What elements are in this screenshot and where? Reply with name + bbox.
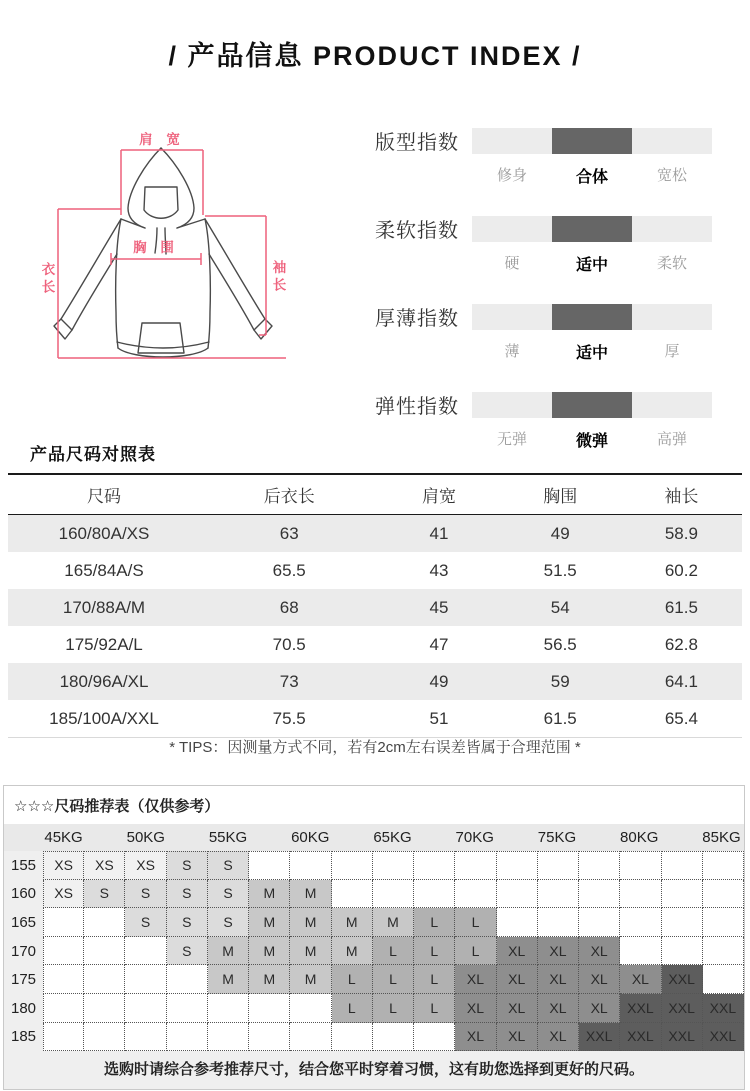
size-cell: XL (538, 965, 579, 994)
weight-label: 80KG (620, 829, 659, 846)
index-option: 宽松 (656, 167, 687, 184)
weight-label: 65KG (373, 829, 412, 846)
index-option: 厚 (664, 343, 680, 360)
empty-cell (84, 965, 125, 994)
empty-cell (497, 880, 538, 909)
size-table-row (8, 626, 742, 663)
empty-cell (579, 851, 620, 880)
size-cell: S (208, 908, 249, 937)
empty-cell (703, 965, 744, 994)
empty-cell (538, 908, 579, 937)
index-name: 弹性指数 (375, 396, 459, 418)
size-table-row (8, 589, 742, 626)
weight-label: 45KG (44, 829, 83, 846)
empty-cell (414, 851, 455, 880)
size-table-cell: 49 (550, 523, 570, 543)
empty-cell (125, 994, 166, 1023)
weight-label: 85KG (702, 829, 741, 846)
size-cell: M (332, 937, 373, 966)
size-cell: S (125, 880, 166, 909)
index-option: 无弹 (496, 431, 527, 448)
empty-cell (703, 880, 744, 909)
size-table-cell: 47 (429, 634, 449, 654)
size-cell: M (208, 965, 249, 994)
empty-cell (208, 1023, 249, 1052)
size-cell: XL (620, 965, 661, 994)
size-cell: XXL (703, 994, 744, 1023)
size-cell: XL (455, 1023, 496, 1052)
index-option: 适中 (575, 257, 608, 274)
size-cell: XXL (662, 994, 703, 1023)
size-table-cell: 59 (550, 671, 570, 691)
index-bar-segment (632, 128, 712, 154)
size-cell: M (290, 965, 331, 994)
size-cell: XXL (703, 1023, 744, 1052)
size-table-cell: 63 (279, 523, 299, 543)
size-table-row (8, 663, 742, 700)
weight-label: 55KG (208, 829, 248, 846)
size-cell: XL (579, 965, 620, 994)
size-table-cell: 160/80A/XS (58, 523, 150, 543)
page-title: / 产品信息 PRODUCT INDEX / (168, 41, 582, 71)
size-cell: L (414, 937, 455, 966)
size-cell: S (125, 908, 166, 937)
empty-cell (373, 880, 414, 909)
size-table-cell: 170/88A/M (62, 597, 146, 617)
empty-cell (579, 880, 620, 909)
weight-header-row (4, 824, 744, 851)
size-cell: M (373, 908, 414, 937)
size-cell: L (414, 994, 455, 1023)
empty-cell (373, 851, 414, 880)
recommendation-grid (4, 851, 744, 1051)
empty-cell (620, 880, 661, 909)
index-group-3 (375, 302, 747, 363)
size-table-cell: 73 (279, 671, 299, 691)
empty-cell (43, 965, 84, 994)
size-table (8, 473, 742, 738)
empty-cell (703, 851, 744, 880)
empty-cell (208, 994, 249, 1023)
index-option: 合体 (575, 169, 608, 186)
index-name: 厚薄指数 (375, 308, 459, 330)
empty-cell (332, 880, 373, 909)
empty-cell (84, 994, 125, 1023)
weight-label: 60KG (291, 829, 330, 846)
empty-cell (703, 937, 744, 966)
size-table-row (8, 552, 742, 589)
empty-cell (332, 1023, 373, 1052)
empty-cell (455, 880, 496, 909)
size-table-cell: 62.8 (664, 634, 698, 654)
index-bar-segment (552, 392, 632, 418)
index-option: 高弹 (656, 431, 687, 448)
size-cell: M (332, 908, 373, 937)
size-cell: L (373, 937, 414, 966)
index-group-4 (375, 390, 747, 451)
size-cell: L (414, 965, 455, 994)
size-table-cell: 49 (429, 671, 449, 691)
size-table-cell: 45 (429, 597, 449, 617)
height-label: 175 (4, 965, 43, 994)
size-cell: M (208, 937, 249, 966)
index-name: 版型指数 (375, 132, 459, 154)
size-cell: XL (455, 994, 496, 1023)
empty-cell (249, 851, 290, 880)
empty-cell (43, 1023, 84, 1052)
empty-cell (538, 880, 579, 909)
size-cell: XS (43, 851, 84, 880)
height-label: 185 (4, 1023, 43, 1052)
size-cell: XS (125, 851, 166, 880)
size-table-header: 胸围 (543, 487, 578, 506)
index-bar-segment (472, 216, 552, 242)
tips-note: * TIPS：因测量方式不同，若有2cm左右误差皆属于合理范围 * (169, 739, 581, 756)
size-cell: XXL (662, 965, 703, 994)
size-table-cell: 175/92A/L (65, 634, 143, 654)
empty-cell (125, 1023, 166, 1052)
empty-cell (662, 908, 703, 937)
empty-cell (455, 851, 496, 880)
index-option: 柔软 (656, 255, 687, 272)
size-cell: XS (43, 880, 84, 909)
index-bar (472, 128, 712, 154)
shoulder-width-label: 肩 宽 (139, 132, 185, 147)
size-table-title: 产品尺码对照表 (30, 445, 156, 464)
empty-cell (125, 937, 166, 966)
size-table-header: 后衣长 (263, 487, 315, 506)
size-cell: XL (579, 937, 620, 966)
recommendation-title: ☆☆☆尺码推荐表（仅供参考） (4, 786, 744, 824)
index-bar-segment (552, 304, 632, 330)
size-cell: S (167, 937, 208, 966)
size-cell: M (249, 908, 290, 937)
size-cell: S (167, 908, 208, 937)
size-cell: XXL (662, 1023, 703, 1052)
size-table-cell: 56.5 (543, 634, 577, 654)
empty-cell (662, 937, 703, 966)
hoodie-measurement-diagram (38, 102, 338, 397)
empty-cell (167, 1023, 208, 1052)
index-group-2 (375, 214, 747, 275)
empty-cell (579, 908, 620, 937)
recommendation-note: 选购时请综合参考推荐尺寸，结合您平时穿着习惯，这有助您选择到更好的尺码。 (4, 1051, 744, 1089)
sleeve-length-label: 袖长 (270, 260, 286, 295)
size-cell: XXL (620, 1023, 661, 1052)
empty-cell (84, 908, 125, 937)
size-cell: M (290, 880, 331, 909)
size-cell: L (455, 908, 496, 937)
size-cell: M (249, 880, 290, 909)
size-cell: XXL (579, 1023, 620, 1052)
index-group-1 (375, 126, 747, 187)
product-indices (375, 126, 747, 478)
height-label: 180 (4, 994, 43, 1023)
weight-label: 70KG (455, 829, 494, 846)
size-table-cell: 65.4 (664, 708, 698, 728)
empty-cell (414, 880, 455, 909)
empty-cell (662, 851, 703, 880)
index-option: 微弹 (575, 433, 608, 450)
size-table-cell: 43 (429, 560, 449, 580)
size-table-cell: 61.5 (543, 708, 577, 728)
size-cell: S (167, 880, 208, 909)
size-cell: XL (497, 994, 538, 1023)
size-table-header: 尺码 (87, 487, 121, 506)
length-label: 衣长 (39, 262, 55, 297)
size-table-row (8, 700, 742, 738)
size-table-cell: 68 (279, 597, 299, 617)
size-table-cell: 61.5 (664, 597, 698, 617)
size-cell: L (373, 994, 414, 1023)
size-cell: L (332, 965, 373, 994)
size-cell: XL (579, 994, 620, 1023)
size-table-cell: 65.5 (272, 560, 306, 580)
empty-cell (84, 937, 125, 966)
index-bar-segment (472, 128, 552, 154)
height-label: 155 (4, 851, 43, 880)
size-cell: S (167, 851, 208, 880)
size-table-cell: 60.2 (664, 560, 698, 580)
empty-cell (332, 851, 373, 880)
empty-cell (620, 851, 661, 880)
weight-label: 50KG (126, 829, 165, 846)
empty-cell (167, 965, 208, 994)
index-bar-segment (632, 304, 712, 330)
size-cell: L (373, 965, 414, 994)
size-cell: M (290, 937, 331, 966)
index-bar-segment (632, 392, 712, 418)
size-cell: S (208, 851, 249, 880)
empty-cell (125, 965, 166, 994)
empty-cell (167, 994, 208, 1023)
empty-cell (414, 1023, 455, 1052)
index-option: 适中 (575, 345, 608, 362)
empty-cell (43, 937, 84, 966)
height-label: 165 (4, 908, 43, 937)
index-bar-segment (632, 216, 712, 242)
size-cell: L (332, 994, 373, 1023)
size-cell: XXL (620, 994, 661, 1023)
size-table-header: 肩宽 (422, 487, 457, 506)
size-table-header: 袖长 (664, 487, 699, 506)
chest-label: 胸 围 (133, 240, 179, 255)
empty-cell (249, 994, 290, 1023)
size-cell: L (455, 937, 496, 966)
size-cell: XL (497, 965, 538, 994)
index-bar-segment (552, 216, 632, 242)
size-cell: XL (538, 994, 579, 1023)
size-cell: XL (538, 1023, 579, 1052)
index-bar-segment (552, 128, 632, 154)
empty-cell (703, 908, 744, 937)
empty-cell (290, 851, 331, 880)
empty-cell (620, 937, 661, 966)
size-cell: S (208, 880, 249, 909)
index-bar (472, 304, 712, 330)
empty-cell (290, 1023, 331, 1052)
empty-cell (497, 908, 538, 937)
size-cell: S (84, 880, 125, 909)
size-table-cell: 165/84A/S (64, 560, 144, 580)
size-table-cell: 70.5 (272, 634, 306, 654)
index-bar-segment (472, 304, 552, 330)
empty-cell (43, 908, 84, 937)
index-name: 柔软指数 (375, 220, 459, 242)
empty-cell (497, 851, 538, 880)
size-cell: M (290, 908, 331, 937)
size-table-cell: 41 (429, 523, 449, 543)
empty-cell (620, 908, 661, 937)
size-table-cell: 51.5 (543, 560, 577, 580)
index-bar (472, 392, 712, 418)
size-cell: XS (84, 851, 125, 880)
index-option: 修身 (496, 167, 527, 184)
size-table-row (8, 515, 742, 553)
empty-cell (662, 880, 703, 909)
empty-cell (43, 994, 84, 1023)
size-table-cell: 64.1 (664, 671, 698, 691)
size-recommendation-box (3, 785, 745, 1090)
size-cell: XL (497, 937, 538, 966)
size-cell: XL (497, 1023, 538, 1052)
empty-cell (290, 994, 331, 1023)
height-label: 160 (4, 880, 43, 909)
size-cell: XL (538, 937, 579, 966)
size-table-cell: 180/96A/XL (59, 671, 149, 691)
index-option: 硬 (504, 255, 520, 272)
empty-cell (249, 1023, 290, 1052)
size-table-cell: 185/100A/XXL (49, 708, 159, 728)
index-bar (472, 216, 712, 242)
index-option: 薄 (504, 343, 520, 360)
size-cell: XL (455, 965, 496, 994)
empty-cell (84, 1023, 125, 1052)
size-cell: L (414, 908, 455, 937)
empty-cell (538, 851, 579, 880)
index-bar-segment (472, 392, 552, 418)
size-table-cell: 58.9 (664, 523, 698, 543)
height-label: 170 (4, 937, 43, 966)
weight-label: 75KG (537, 829, 577, 846)
empty-cell (373, 1023, 414, 1052)
size-table-cell: 54 (550, 597, 570, 617)
size-cell: M (249, 965, 290, 994)
size-table-cell: 51 (429, 708, 449, 728)
size-cell: M (249, 937, 290, 966)
size-table-cell: 75.5 (272, 708, 306, 728)
